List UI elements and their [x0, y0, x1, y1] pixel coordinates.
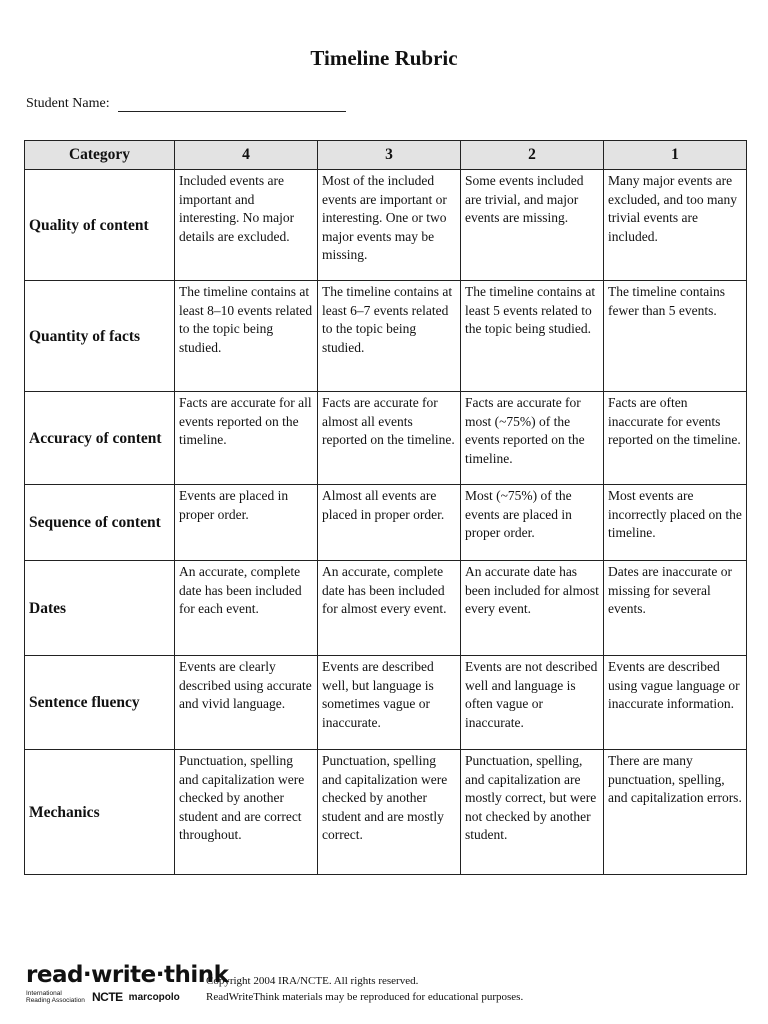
- criteria-cell: The timeline contains at least 5 events related to the topic being studied.: [461, 281, 604, 392]
- table-row: [25, 170, 747, 281]
- header-score-1: 1: [604, 141, 747, 170]
- criteria-cell: Almost all events are placed in proper order.: [318, 485, 461, 561]
- table-row: [25, 392, 747, 485]
- student-name-field: [26, 96, 346, 112]
- criteria-cell: Included events are important and interesting. No major details are excluded.: [175, 170, 318, 281]
- criteria-cell: The timeline contains at least 8–10 events related to the topic being studied.: [175, 281, 318, 392]
- criteria-cell: Events are clearly described using accurate and vivid language.: [175, 656, 318, 750]
- category-cell: Sentence fluency: [25, 656, 175, 750]
- criteria-cell: Some events included are trivial, and major events are missing.: [461, 170, 604, 281]
- table-row: [25, 281, 747, 392]
- copyright-line: Copyright 2004 IRA/NCTE. All rights reserved.: [206, 975, 419, 987]
- criteria-cell: Events are described well, but language is sometimes vague or inaccurate.: [318, 656, 461, 750]
- category-cell: Accuracy of content: [25, 392, 175, 485]
- criteria-cell: Punctuation, spelling, and capitalization are mostly correct, but were not checked by another student.: [461, 750, 604, 875]
- criteria-cell: An accurate, complete date has been included for each event.: [175, 561, 318, 656]
- criteria-cell: The timeline contains at least 6–7 events related to the topic being studied.: [318, 281, 461, 392]
- criteria-cell: The timeline contains fewer than 5 events.: [604, 281, 747, 392]
- criteria-cell: Events are not described well and language is often vague or inaccurate.: [461, 656, 604, 750]
- criteria-cell: An accurate date has been included for almost every event.: [461, 561, 604, 656]
- criteria-cell: Facts are accurate for almost all events reported on the timeline.: [318, 392, 461, 485]
- criteria-cell: Most events are incorrectly placed on the timeline.: [604, 485, 747, 561]
- header-score-3: 3: [318, 141, 461, 170]
- logo-wordmark: read·write·think: [26, 962, 229, 988]
- category-cell: Sequence of content: [25, 485, 175, 561]
- header-score-2: 2: [461, 141, 604, 170]
- student-name-blank-line[interactable]: [118, 97, 346, 112]
- header-row: [25, 141, 747, 170]
- reproduction-line: ReadWriteThink materials may be reproduced for educational purposes.: [206, 990, 524, 1003]
- criteria-cell: There are many punctuation, spelling, and capitalization errors.: [604, 750, 747, 875]
- category-cell: Quality of content: [25, 170, 175, 281]
- page-title: Timeline Rubric: [310, 46, 458, 70]
- header-score-4: 4: [175, 141, 318, 170]
- category-cell: Mechanics: [25, 750, 175, 875]
- table-row: [25, 561, 747, 656]
- criteria-cell: Punctuation, spelling and capitalization were checked by another student and are mostly correct.: [318, 750, 461, 875]
- rubric-table: [24, 140, 747, 875]
- criteria-cell: Facts are often inaccurate for events reported on the timeline.: [604, 392, 747, 485]
- criteria-cell: Many major events are excluded, and too many trivial events are included.: [604, 170, 747, 281]
- category-cell: Dates: [25, 561, 175, 656]
- table-row: [25, 485, 747, 561]
- category-cell: Quantity of facts: [25, 281, 175, 392]
- criteria-cell: Facts are accurate for most (~75%) of the events reported on the timeline.: [461, 392, 604, 485]
- student-name-label: Student Name:: [26, 96, 110, 111]
- criteria-cell: Most (~75%) of the events are placed in proper order.: [461, 485, 604, 561]
- table-row: [25, 656, 747, 750]
- criteria-cell: Facts are accurate for all events reported on the timeline.: [175, 392, 318, 485]
- marcopolo-logo: marcopolo: [128, 991, 180, 1003]
- readwritethink-logo: [26, 962, 229, 1012]
- criteria-cell: Events are described using vague language or inaccurate information.: [604, 656, 747, 750]
- criteria-cell: Events are placed in proper order.: [175, 485, 318, 561]
- header-category: Category: [25, 141, 175, 170]
- criteria-cell: Most of the included events are important or interesting. One or two major events may be missing.: [318, 170, 461, 281]
- partner-logos: [26, 990, 201, 1004]
- criteria-cell: An accurate, complete date has been included for almost every event.: [318, 561, 461, 656]
- copyright-notice: [206, 974, 523, 1005]
- ira-logo: International Reading Association: [26, 990, 85, 1004]
- ncte-logo: NCTE: [92, 989, 123, 1004]
- page-footer: [26, 962, 746, 1012]
- criteria-cell: Punctuation, spelling and capitalization were checked by another student and are correct throughout.: [175, 750, 318, 875]
- criteria-cell: Dates are inaccurate or missing for several events.: [604, 561, 747, 656]
- table-row: [25, 750, 747, 875]
